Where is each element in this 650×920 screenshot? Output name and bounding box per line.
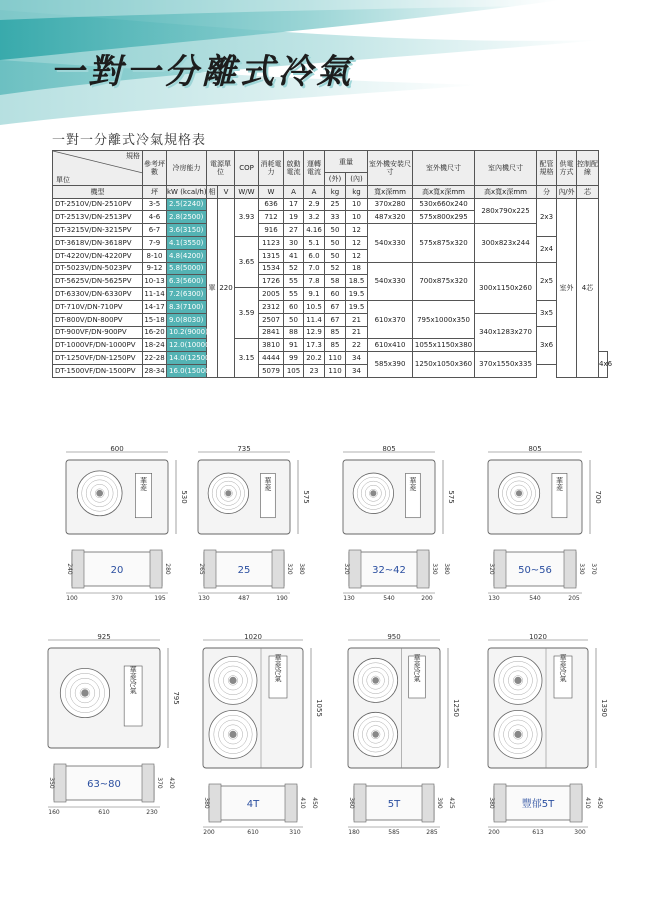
unit-a1: A <box>284 185 304 198</box>
offset-right: 205 <box>568 595 580 602</box>
unit-fen: 分 <box>537 185 557 198</box>
brand-logo: 華菱冷氣 <box>559 654 567 682</box>
capacity-label: 50~56 <box>518 565 552 576</box>
page-title: 一對一分離式冷氣 <box>50 52 354 92</box>
offset-left: 160 <box>48 809 60 816</box>
depth-dimension-3: 380 <box>443 563 450 575</box>
table-row: DT-3618V/DN-3618PV 7-9 4.1(3550) 3.65 1123 30 5.1 50 12 2x4 <box>53 236 608 249</box>
unit-ww: W/W <box>235 185 259 198</box>
offset-left: 100 <box>66 595 78 602</box>
depth-dimension-2: 330 <box>431 563 438 575</box>
outdoor-unit-body <box>66 460 168 534</box>
header-weight: 重量 <box>325 151 368 173</box>
height-dimension: 700 <box>594 490 602 504</box>
depth-dimension-2: 390 <box>436 797 443 809</box>
offset-right: 190 <box>276 595 288 602</box>
depth-dimension-2: 410 <box>299 797 306 809</box>
mount-span: 487 <box>238 595 250 602</box>
table-row: DT-710V/DN-710PV 14-17 8.3(7100) 2312 60 10.5 67 19.5 610x370 795x1000x350 3x5 <box>53 300 608 313</box>
unit-hwd-out: 高x寬x深mm <box>413 185 475 198</box>
unit-phase: 相 <box>207 185 218 198</box>
header-weight-out: (外) <box>325 173 346 186</box>
height-dimension: 1390 <box>600 699 608 717</box>
outdoor-unit-body <box>488 648 588 768</box>
depth-dimension-3: 380 <box>298 563 305 575</box>
header-indoor-size: 室內機尺寸 <box>475 151 537 186</box>
unit-kg2: kg <box>346 185 368 198</box>
offset-left: 130 <box>343 595 355 602</box>
depth-dimension: 320 <box>343 563 350 575</box>
depth-dimension-3: 450 <box>596 797 603 809</box>
unit-drawing-3 <box>335 446 475 636</box>
offset-right: 230 <box>146 809 158 816</box>
header-outdoor-size: 室外機尺寸 <box>413 151 475 186</box>
width-dimension: 805 <box>382 445 396 453</box>
height-dimension: 795 <box>172 691 180 705</box>
height-dimension: 1055 <box>315 699 323 717</box>
unit-v: V <box>218 185 235 198</box>
capacity-label: 5T <box>387 799 401 810</box>
header-cooling: 冷房能力 <box>167 151 207 186</box>
table-row: DT-4220V/DN-4220PV 8-10 4.8(4200) 1315 41 6.0 50 12 <box>53 249 608 262</box>
offset-right: 310 <box>289 829 301 836</box>
height-dimension: 575 <box>447 490 455 504</box>
mount-span: 585 <box>388 829 400 836</box>
unit-w: W <box>259 185 284 198</box>
depth-dimension-3: 450 <box>311 797 318 809</box>
offset-left: 180 <box>348 829 360 836</box>
depth-dimension: 360 <box>348 797 355 809</box>
unit-drawing-7 <box>340 634 480 870</box>
unit-ping: 坪 <box>143 185 167 198</box>
table-row: DT-900VF/DN-900PV 16-20 10.2(9000) 2841 88 12.9 85 21 3x6 <box>53 326 608 339</box>
unit-drawing-2 <box>190 446 330 636</box>
width-dimension: 925 <box>97 633 111 641</box>
brand-logo: 華菱冷氣 <box>274 654 282 682</box>
brand-logo: 華菱冷氣 <box>129 666 138 694</box>
table-title: 一對一分離式冷氣規格表 <box>52 133 207 148</box>
offset-right: 285 <box>426 829 438 836</box>
height-dimension: 530 <box>180 490 188 504</box>
outdoor-unit-body <box>488 460 582 534</box>
depth-dimension-2: 330 <box>578 563 585 575</box>
table-row: DT-3215V/DN-3215PV 6-7 3.6(3150) 916 27 4.16 50 12 540x330 575x875x320 300x823x244 <box>53 224 608 237</box>
brand-logo: 華菱 <box>408 476 417 491</box>
offset-left: 200 <box>488 829 500 836</box>
mount-span: 613 <box>532 829 544 836</box>
unit-kg1: kg <box>325 185 346 198</box>
phase-cell: 單 <box>207 198 218 377</box>
unit-a2: A <box>304 185 325 198</box>
header-run-current: 運轉電流 <box>304 151 325 186</box>
supply-cell: 室外 <box>557 198 577 377</box>
table-row: DT-5625V/DN-5625PV 10-13 6.3(5600) 1726 55 7.8 58 18.5 <box>53 275 608 288</box>
brand-logo: 華菱 <box>139 476 148 491</box>
depth-dimension-3: 370 <box>590 563 597 575</box>
capacity-label: 25 <box>237 565 251 576</box>
unit-drawing-5 <box>40 634 200 850</box>
outdoor-unit-body <box>348 648 440 768</box>
depth-dimension: 265 <box>198 563 205 575</box>
unit-drawing-8 <box>480 634 628 870</box>
header-outdoor-install: 室外機安裝尺寸 <box>368 151 413 186</box>
depth-dimension-2: 370 <box>156 777 163 789</box>
header-supply: 供電方式 <box>557 151 577 186</box>
capacity-label: 63~80 <box>87 779 121 790</box>
header-corner: 規格 單位 <box>53 151 143 186</box>
brand-logo: 華菱冷氣 <box>413 654 421 682</box>
unit-kw: kW (kcal/h) <box>167 185 207 198</box>
table-row: DT-2510V/DN-2510PV 3-5 2.5(2240) 單 220 3.93 636 17 2.9 25 10 370x280 530x660x240 280x790x225 2x3 室外 4芯 <box>53 198 608 211</box>
spec-table-wrap <box>52 150 613 378</box>
depth-dimension-3: 420 <box>168 777 175 789</box>
height-dimension: 1250 <box>452 699 460 717</box>
header-power: 電源單位 <box>207 151 235 186</box>
table-row: DT-5023V/DN-5023PV 9-12 5.8(5000) 1534 52 7.0 52 18 540x330 700x875x320 300x1150x260 2x5 <box>53 262 608 275</box>
offset-right: 195 <box>154 595 166 602</box>
width-dimension: 1020 <box>529 633 547 641</box>
table-row: DT-1250VF/DN-1250PV 22-28 14.0(12500) 4444 99 20.2 110 34 585x390 1250x1050x360 370x1550x335 4x6 <box>53 352 608 365</box>
unit-core: 芯 <box>577 185 599 198</box>
unit-inout: 內/外 <box>557 185 577 198</box>
depth-dimension-2: 320 <box>286 563 293 575</box>
outdoor-unit-body <box>203 648 303 768</box>
offset-left: 200 <box>203 829 215 836</box>
spec-table <box>52 150 613 378</box>
header-consumption: 消耗電力 <box>259 151 284 186</box>
table-row: DT-2513V/DN-2513PV 4-6 2.8(2500) 712 19 3.2 33 10 487x320 575x800x295 <box>53 211 608 224</box>
depth-dimension: 380 <box>203 797 210 809</box>
height-dimension: 575 <box>302 490 310 504</box>
width-dimension: 805 <box>528 445 542 453</box>
table-row: DT-6330V/DN-6330PV 11-14 7.2(6300) 3.59 2005 55 9.1 60 19.5 <box>53 288 608 301</box>
depth-dimension: 350 <box>48 777 55 789</box>
brand-logo: 華菱 <box>555 476 564 491</box>
capacity-label: 32~42 <box>372 565 406 576</box>
mount-span: 540 <box>383 595 395 602</box>
header-cop: COP <box>235 151 259 186</box>
offset-right: 200 <box>421 595 433 602</box>
outdoor-unit-body <box>343 460 435 534</box>
capacity-label: 豐郁5T <box>521 799 555 810</box>
depth-dimension: 380 <box>488 797 495 809</box>
capacity-label: 20 <box>110 565 124 576</box>
control-cell: 4芯 <box>577 198 599 377</box>
unit-wd: 寬x深mm <box>368 185 413 198</box>
depth-dimension-2: 280 <box>164 563 171 575</box>
offset-left: 130 <box>488 595 500 602</box>
mount-span: 540 <box>529 595 541 602</box>
header-model: 機型 <box>53 185 143 198</box>
header-start-current: 啟動電流 <box>284 151 304 186</box>
offset-left: 130 <box>198 595 210 602</box>
voltage-cell: 220 <box>218 198 235 377</box>
mount-span: 370 <box>111 595 123 602</box>
capacity-label: 4T <box>246 799 260 810</box>
header-banner <box>0 0 650 128</box>
mount-span: 610 <box>247 829 259 836</box>
header-control: 控制配線 <box>577 151 599 186</box>
table-row: DT-1000VF/DN-1000PV 18-24 12.0(10000) 3.15 3810 91 17.3 85 22 610x410 1055x1150x380 <box>53 339 608 352</box>
mount-span: 610 <box>98 809 110 816</box>
outdoor-unit-body <box>198 460 290 534</box>
brand-logo: 華菱 <box>263 476 272 491</box>
width-dimension: 950 <box>387 633 401 641</box>
width-dimension: 735 <box>237 445 251 453</box>
depth-dimension: 240 <box>66 563 73 575</box>
unit-drawing-6 <box>195 634 343 870</box>
table-row: DT-800V/DN-800PV 15-18 9.0(8030) 2507 50 11.4 67 21 340x1283x270 <box>53 313 608 326</box>
width-dimension: 600 <box>110 445 124 453</box>
unit-hwd-in: 高x寬x深mm <box>475 185 537 198</box>
header-pings: 參考坪數 <box>143 151 167 186</box>
depth-dimension: 320 <box>488 563 495 575</box>
table-row: DT-1500VF/DN-1500PV 28-34 16.0(15000) 5079 105 23 110 34 <box>53 364 608 377</box>
unit-drawing-4 <box>480 446 622 636</box>
header-pipe: 配管規格 <box>537 151 557 186</box>
header-weight-in: (內) <box>346 173 368 186</box>
depth-dimension-3: 425 <box>448 797 455 809</box>
width-dimension: 1020 <box>244 633 262 641</box>
outdoor-unit-body <box>48 648 160 748</box>
depth-dimension-2: 410 <box>584 797 591 809</box>
offset-right: 300 <box>574 829 586 836</box>
unit-drawing-1 <box>58 446 208 636</box>
